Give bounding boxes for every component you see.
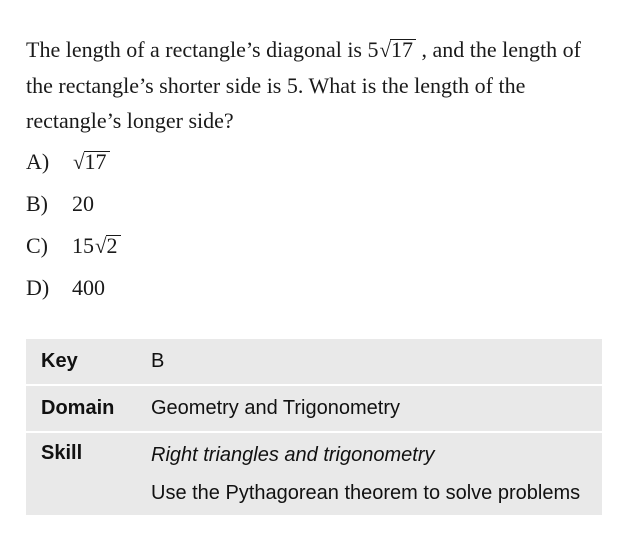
diagonal-coefficient: 5 — [367, 37, 379, 62]
answer-value-a — [72, 141, 110, 183]
answer-a-radicand: 17 — [84, 151, 110, 172]
radical-icon: √ — [379, 38, 392, 62]
answer-letter-c: C) — [26, 233, 48, 258]
skill-category: Right triangles and trigonometry — [151, 444, 435, 466]
stem-part-2: , and the length of the rectangle’s shorter side is 5. What is the length of the rectangle’s longer side? — [26, 37, 581, 133]
stem-part-1: The length of a rectangle’s diagonal is — [26, 37, 362, 62]
answer-letter-d: D) — [26, 275, 50, 300]
diagonal-radicand: 17 — [390, 39, 416, 60]
skill-label: Skill — [41, 442, 83, 464]
answer-letter-b: B) — [26, 191, 48, 216]
answer-c-radicand: 2 — [106, 235, 121, 256]
answer-choice-c[interactable] — [26, 225, 586, 267]
domain-label: Domain — [26, 385, 151, 432]
domain-value: Geometry and Trigonometry — [151, 385, 602, 432]
key-label: Key — [26, 339, 151, 385]
answer-info-table — [26, 339, 602, 515]
answer-choice-a[interactable] — [26, 141, 586, 183]
key-value: B — [151, 339, 602, 385]
domain-row — [26, 385, 602, 432]
answer-c-coefficient: 15 — [72, 233, 94, 258]
radical-icon: √ — [95, 234, 107, 258]
answer-value-d: 400 — [72, 275, 105, 300]
answer-letter-a: A) — [26, 149, 50, 174]
answer-choice-d[interactable] — [26, 267, 586, 309]
key-row — [26, 339, 602, 385]
answer-value-c — [72, 225, 121, 267]
skill-row — [26, 432, 602, 515]
skill-value — [151, 432, 602, 515]
skill-description: Use the Pythagorean theorem to solve problems — [151, 482, 581, 504]
answer-choices — [26, 141, 586, 309]
question-stem — [26, 32, 586, 138]
answer-value-b: 20 — [72, 191, 94, 216]
answer-choice-b[interactable] — [26, 183, 586, 225]
radical-icon: √ — [73, 150, 85, 174]
question-block — [26, 32, 586, 309]
diagonal-expression — [368, 37, 417, 62]
